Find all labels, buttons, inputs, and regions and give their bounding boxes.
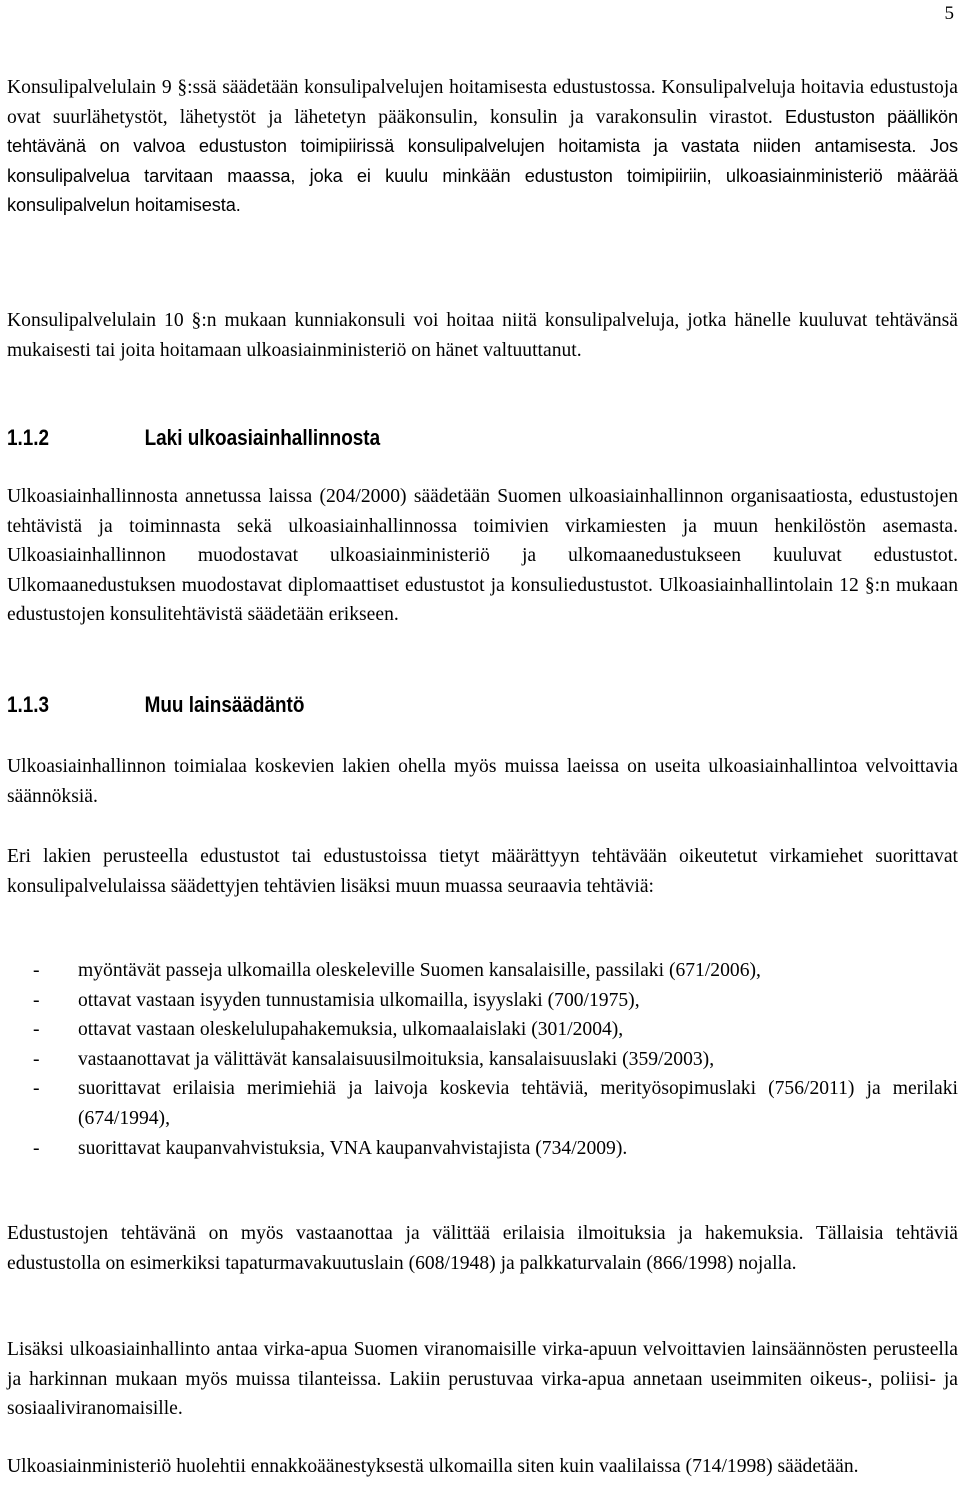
- paragraph-text-part-b: Edustuston päällikön tehtävänä on valvoa edustuston toimipiirissä konsulipalvelujen hoitamista ja vastata niiden antamisesta. Jos konsulipalvelua tarvitaan maassa, joka ei kuulu minkään edustuston toimipiiriin, ulkoasiainministeriö määrää konsulipalvelun hoitamisesta.: [7, 106, 958, 216]
- section-number: 1.1.2: [7, 425, 50, 450]
- list-item: [7, 956, 958, 986]
- paragraph-notifications: [7, 1219, 958, 1278]
- paragraph-foreign-service-act: [7, 482, 958, 630]
- paragraph-text-part-a: Konsulipalvelulain 9 §:ssä säädetään konsulipalvelujen hoitamisesta edustustossa. Konsulipalveluja hoitavia edustustoja ovat suurlähetystöt, lähetystöt ja lähetetyn pääkonsulin, konsulin ja varakonsulin virastot.: [7, 77, 958, 128]
- list-item-text: suorittavat kaupanvahvistuksia, VNA kaupanvahvistajista (734/2009).: [78, 1137, 628, 1159]
- list-item: [7, 986, 958, 1016]
- list-dash: -: [33, 960, 40, 981]
- paragraph-text: Ulkoasiainhallinnosta annetussa laissa (204/2000) säädetään Suomen ulkoasiainhallinnon organisaatiosta, edustustojen tehtävistä ja toiminnasta sekä ulkoasiainhallinnossa toimivien virkamiesten ja muun henkilöstön asemasta. Ulkoasiainhallinnon muodostavat ulkoasiainministeriö ja ulkomaanedustukseen kuuluvat edustustot. Ulkomaanedustuksen muodostavat diplomaattiset edustustot ja konsuliedustustot. Ulkoasiainhallintolain 12 §:n mukaan edustustojen konsulitehtävistä säädetään erikseen.: [7, 486, 958, 626]
- list-item: [7, 1045, 958, 1075]
- section-heading-1-1-3: [7, 691, 304, 719]
- paragraph-tasks-intro: [7, 842, 958, 901]
- list-item: [7, 1134, 958, 1164]
- list-dash: -: [33, 1048, 40, 1070]
- list-dash: -: [33, 1019, 40, 1041]
- paragraph-text: Eri lakien perusteella edustustot tai edustustoissa tietyt määrättyyn tehtävään oikeutetut virkamiehet suorittavat konsulipalvelulaissa säädettyjen tehtävien lisäksi muun muassa seuraavia tehtäviä:: [7, 846, 958, 897]
- list-dash: -: [33, 989, 40, 1011]
- paragraph-text: Ulkoasiainministeriö huolehtii ennakkoäänestyksestä ulkomailla siten kuin vaalilaissa (714/1998) säädetään.: [7, 1456, 859, 1477]
- list-item-text: ottavat vastaan isyyden tunnustamisia ulkomailla, isyyslaki (700/1975),: [78, 989, 640, 1011]
- list-dash: -: [33, 1137, 40, 1159]
- list-item-text: suorittavat erilaisia merimiehiä ja laivoja koskevia tehtäviä, merityösopimuslaki (756/2011) ja merilaki (674/1994),: [78, 1078, 958, 1129]
- page-number: 5: [944, 3, 954, 24]
- list-item-text: vastaanottavat ja välittävät kansalaisuusilmoituksia, kansalaisuuslaki (359/2003),: [78, 1048, 715, 1070]
- section-heading-1-1-2: [7, 424, 380, 452]
- section-title: Muu lainsäädäntö: [144, 692, 305, 717]
- list-item: [7, 1015, 958, 1045]
- paragraph-other-legislation: [7, 752, 958, 811]
- document-page: [7, 0, 958, 1511]
- section-number: 1.1.3: [7, 692, 50, 717]
- paragraph-text: Lisäksi ulkoasiainhallinto antaa virka-apua Suomen viranomaisille virka-apuun velvoittavien lainsäännösten perusteella ja harkinnan mukaan myös muissa tilanteissa. Lakiin perustuvaa virka-apua annetaan useimmiten oikeus-, poliisi- ja sosiaaliviranomaisille.: [7, 1339, 958, 1420]
- list-item-text: myöntävät passeja ulkomailla oleskeleville Suomen kansalaisille, passilaki (671/2006),: [78, 960, 761, 981]
- list-item-text: ottavat vastaan oleskelulupahakemuksia, ulkomaalaislaki (301/2004),: [78, 1019, 624, 1041]
- list-item: [7, 1074, 958, 1133]
- task-list: [7, 956, 958, 1163]
- list-dash: -: [33, 1078, 40, 1100]
- paragraph-text: Ulkoasiainhallinnon toimialaa koskevien lakien ohella myös muissa laeissa on useita ulkoasiainhallintoa velvoittavia säännöksiä.: [7, 756, 958, 807]
- paragraph-text: Konsulipalvelulain 10 §:n mukaan kunniakonsuli voi hoitaa niitä konsulipalveluja, jotka hänelle kuuluvat tehtävänsä mukaisesti tai joita hoitamaan ulkoasiainministeriö on hänet valtuuttanut.: [7, 310, 958, 361]
- section-title: Laki ulkoasiainhallinnosta: [144, 425, 381, 450]
- paragraph-text: Edustustojen tehtävänä on myös vastaanottaa ja välittää erilaisia ilmoituksia ja hakemuksia. Tällaisia tehtäviä edustustolla on esimerkiksi tapaturmavakuutuslain (608/1948) ja palkkaturvalain (866/1998) nojalla.: [7, 1223, 958, 1274]
- paragraph-consular-services-law-9: [7, 73, 958, 221]
- paragraph-official-assistance: [7, 1335, 958, 1424]
- paragraph-consular-services-law-10: [7, 306, 958, 365]
- paragraph-advance-voting: [7, 1452, 958, 1482]
- paragraph-text: [7, 73, 958, 221]
